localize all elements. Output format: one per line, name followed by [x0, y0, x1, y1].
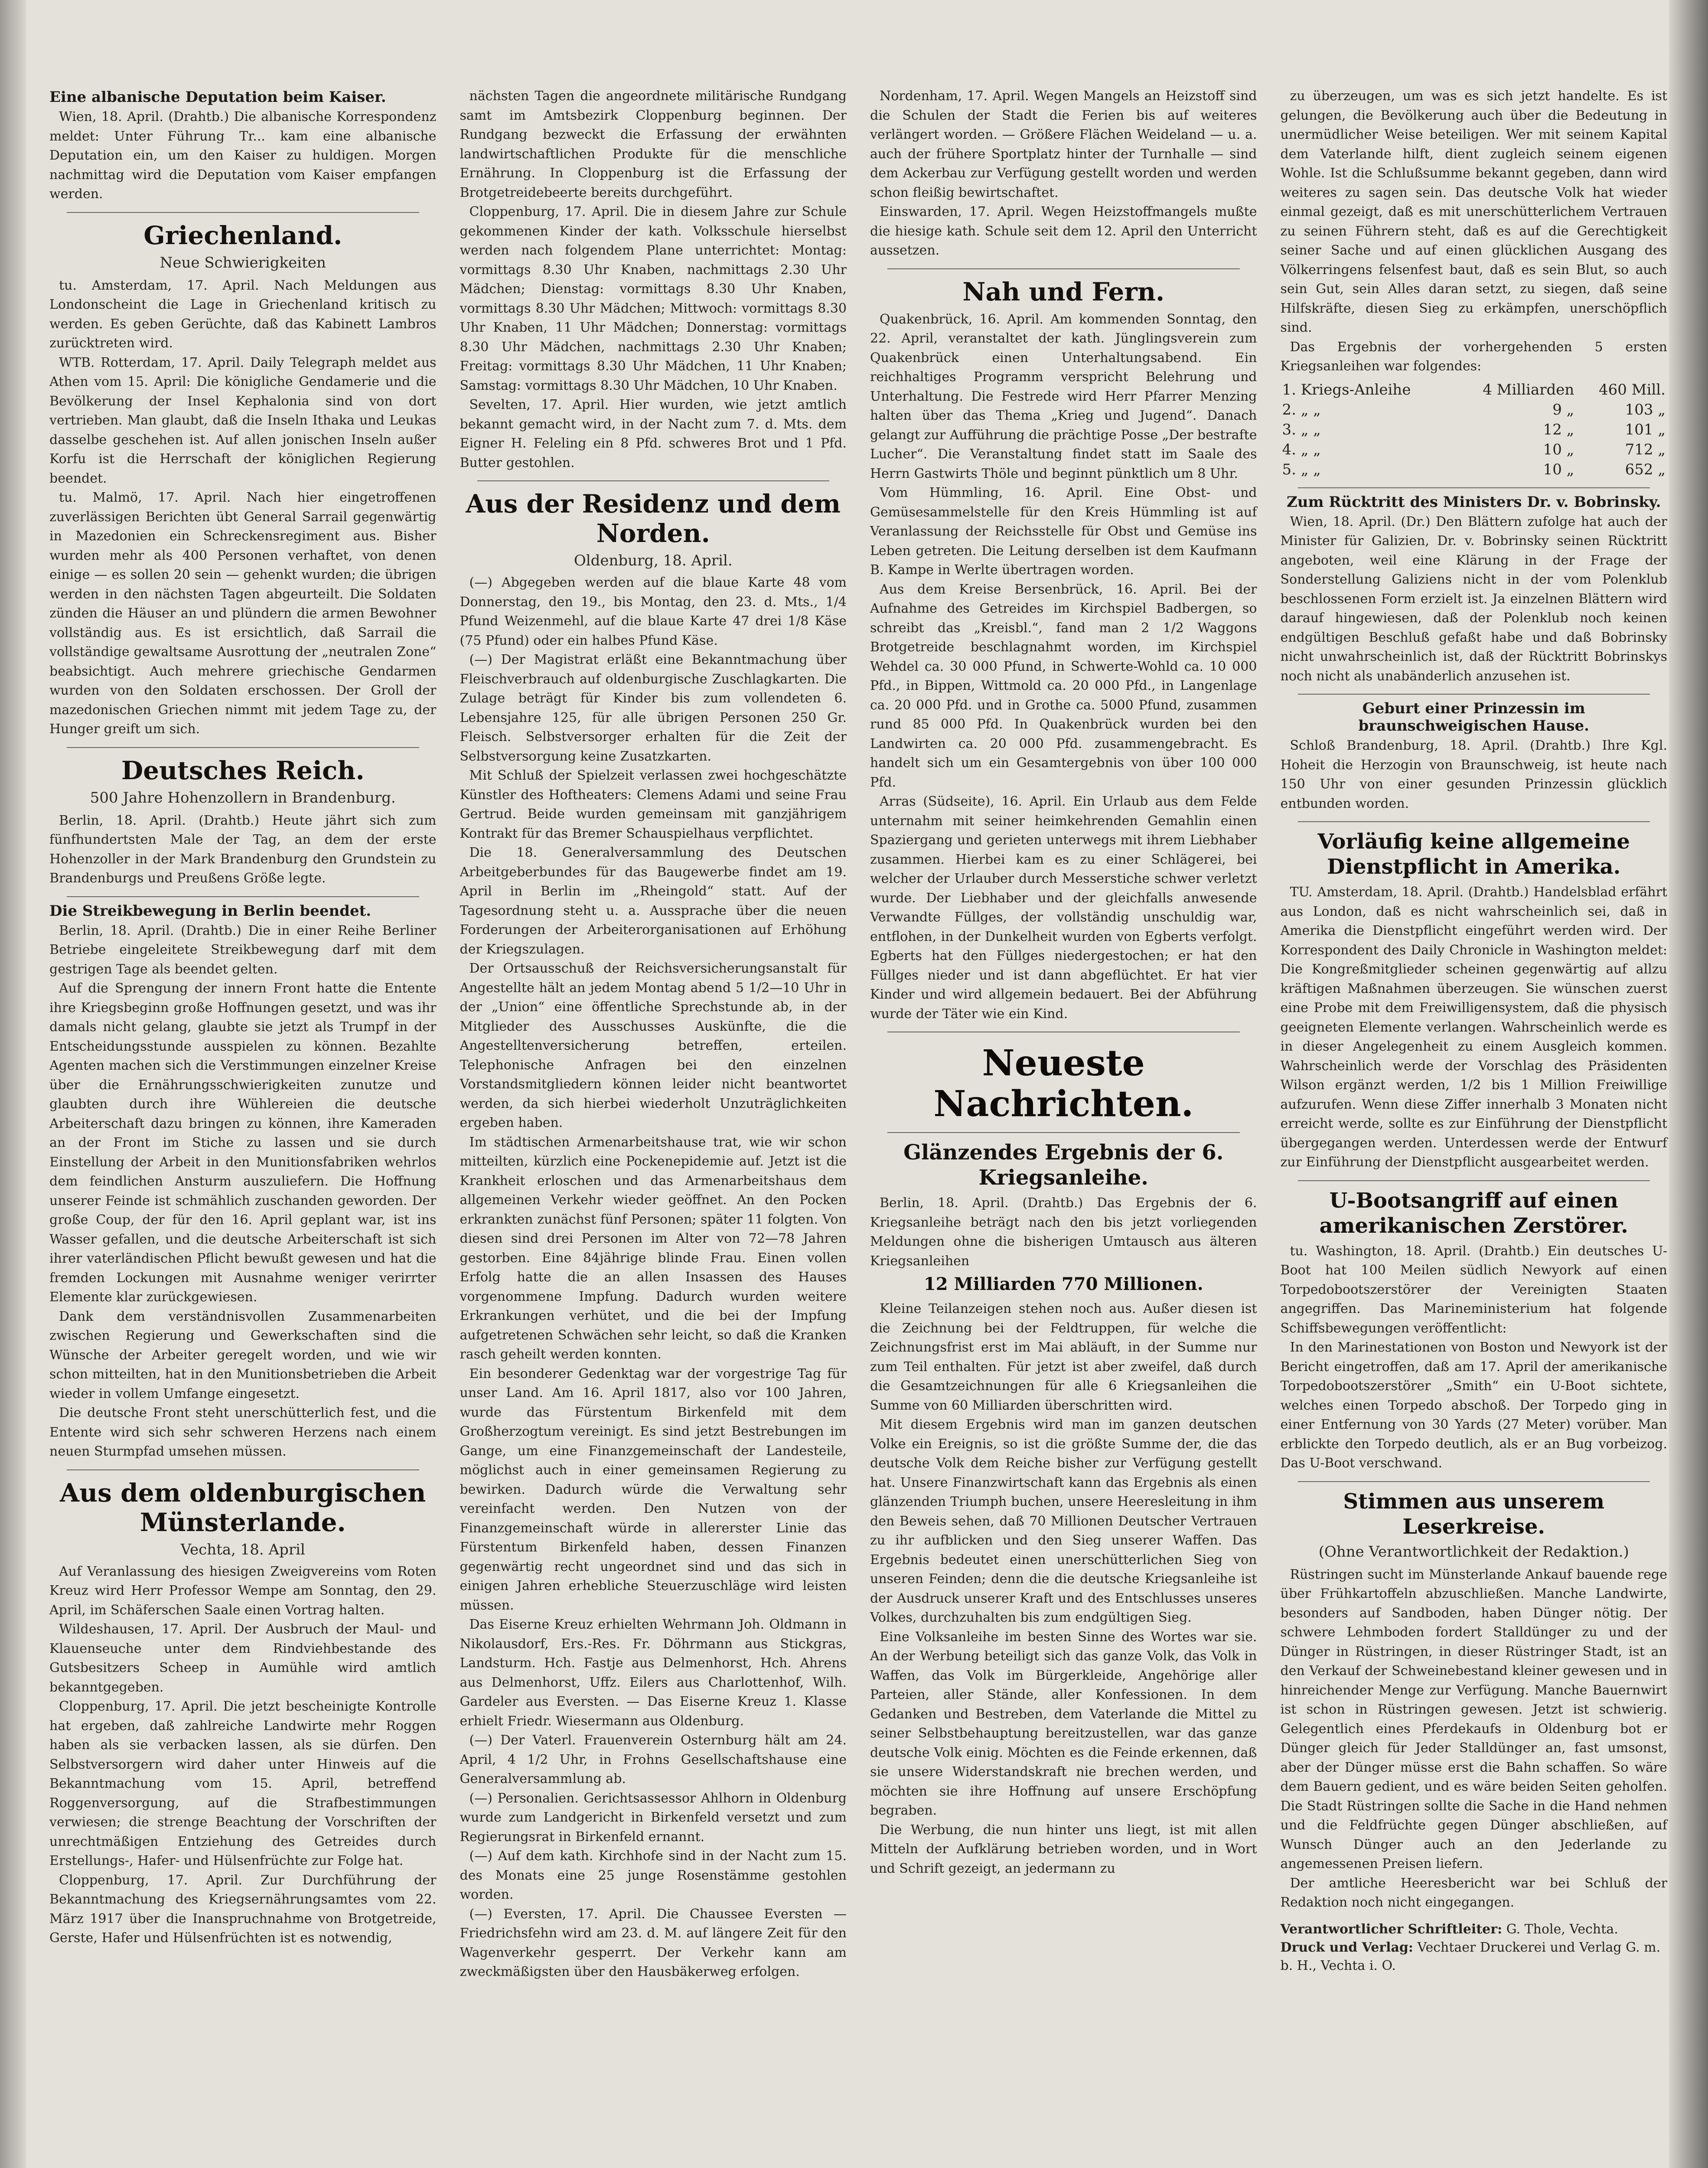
article-paragraph: tu. Amsterdam, 17. April. Nach Meldungen aus Londonscheint die Lage in Griechenland kritisch zu werden. Es geben Gerüchte, daß das Kabinett Lambros zurücktreten wird.	[49, 278, 437, 351]
article-paragraph: Kleine Teilanzeigen stehen noch aus. Außer diesen ist die Zeichnung bei der Feldtruppen, für welche die Zeichnungsfrist erst im Mai abläuft, in der Summe nur zum Teil enthalten. Für jetzt ist aber zweifel, daß durch die Gesamtzeichnungen für alle 6 Kriegsanleihen die Summe von 60 Milliarden überschritten wird.	[870, 1301, 1257, 1413]
article-divider	[1298, 694, 1650, 695]
article	[49, 88, 437, 204]
article-paragraph: TU. Amsterdam, 18. April. (Drahtb.) Handelsblad erfährt aus London, daß es nicht wahrscheinlich sei, daß in Amerika die Dienstpflicht eingeführt werden wird. Der Korrespondent des Daily Chronicle in Washington meldet: Die Kongreßmitglieder scheinen gegenwärtig auf allzu kräftigen Maßnahmen überzeugen. Sie wünschen zuerst eine Probe mit dem Freiwilligensystem, daß die physisch geeigneten Elemente verlangen. Wahrscheinlich werde es in dieser Angelegenheit zu einem Ausgleich kommen. Wahrscheinlich werde der Vorschlag des Präsidenten Wilson ergänzt werden, 1/2 bis 1 Million Freiwillige aufzurufen. Wenn diese Ziffer innerhalb 3 Monaten nicht erreicht werde, sollte es zur Einführung der Dienstpflicht übergegangen werden. Unterdessen werde der Entwurf zur Einführung der Dienstpflicht ausgearbeitet werden.	[1280, 885, 1667, 1170]
table-cell-label: 1. Kriegs-Anleihe	[1282, 381, 1411, 398]
article-divider	[67, 747, 419, 748]
article-paragraph: (—) Auf dem kath. Kirchhofe sind in der Nacht zum 15. des Monats eine 25 junge Rosenstämme gestohlen worden.	[460, 1848, 847, 1902]
article-dateline: Vechta, 18. April	[180, 1541, 305, 1558]
article-paragraph: zu überzeugen, um was es sich jetzt handelte. Es ist gelungen, die Bevölkerung auch über die Bedeutung in unermüdlicher Weise beteiligen. Wer mit seinem Kapital dem Vaterlande hilft, dient zugleich seinem eigenen Wohle. Ist die Schlußsumme bekannt gegeben, dann wird weiteres zu sagen sein. Das deutsche Volk hat wieder einmal gezeigt, daß es mit unerschütterlichem Vertrauen zu seinen Führern steht, daß es auf die Gerechtigkeit seiner Sache und auf einen glücklichen Ausgang des Völkerringens felsenfest baut, daß es sein Blut, so auch sein Gut, sein Alles daran setzt, zu siegen, daß seine Hilfskräfte, diesen Sieg zu erkämpfen, unerschöpflich sind.	[1280, 88, 1667, 335]
table-row	[1281, 400, 1668, 420]
article-paragraph: tu. Malmö, 17. April. Nach hier eingetroffenen zuverlässigen Berichten übt General Sarrail gegenwärtig in Mazedonien ein Schreckensregiment aus. Bisher wurden mehr als 400 Personen verhaftet, von denen einige — es sollen 20 sein — gehenkt wurden; die übrigen werden in den nächsten Tagen abgeurteilt. Die Soldaten zünden die Häuser an und plündern die armen Bewohner vollständig aus. Es ist ersichtlich, daß Sarrail die vollständige gewaltsame Ausrottung der „neutralen Zone“ beabsichtigt. Auch mehrere griechische Gendarmen wurden von den Soldaten erschossen. Der Groll der mazedonischen Griechen nimmt mit jedem Tage zu, der Hunger greift um sich.	[49, 490, 437, 737]
article-paragraph: Das Ergebnis der vorhergehenden 5 ersten Kriegsanleihen war folgendes:	[1280, 339, 1667, 374]
imprint-printer: Vechtaer Druckerei und Verlag G. m. b. H., Vechta i. O.	[1280, 1939, 1661, 1973]
article-headline: Die Streikbewegung in Berlin beendet.	[49, 902, 372, 920]
table-cell-millions: 652 „	[1625, 460, 1666, 478]
table-cell-label: 4. „ „	[1282, 441, 1321, 458]
table-cell-label: 2. „ „	[1282, 401, 1321, 418]
article-paragraph: Rüstringen sucht im Münsterlande Ankauf bauende rege über Frühkartoffeln abzuschließen. Manche Landwirte, besonders auf Sandboden, haben Dünger nötig. Der schwere Lehmboden fordert Stalldünger zu und der Dünger in Rüstringen, in dieser Rüstringer Stadt, ist an den Verkauf der Schweinebestand kleiner gewesen und in hinreichender Menge zur Verfügung. Manche Bauernwirt ist schon in Rüstringen gewesen. Jetzt ist schwierig. Gelegentlich eines Pferdekaufs in Oldenburg bot er Dünger gleich für Jeder Stalldünger an, fast umsonst, aber der Dünger müsse erst die Bahn schaffen. So wäre dem Bauern gedient, und es wäre beiden Seiten geholfen. Die Stadt Rüstringen sollte die Sache in die Hand nehmen und die Feldfrüchte gegen Dünger abschließen, auf Wunsch Dünger auch an den Jederlande zu angemessenen Preisen liefern.	[1280, 1567, 1667, 1871]
imprint	[1281, 1920, 1668, 1975]
article-paragraph: Wien, 18. April. (Dr.) Den Blättern zufolge hat auch der Minister für Galizien, Dr. v. Bobrinsky seinen Rücktritt angeboten, weil eine Klärung in der Frage der Sonderstellung Galiziens nicht in der vom Polenklub beschlossenen Form erzielt ist. Ja einzelnen Blättern wird darauf hingewiesen, daß der Polenklub noch keinen endgültigen Beschluß gefaßt habe und daß Bobrinsky nicht unwahrscheinlich ist, daß der Rücktritt Bobrinskys noch nicht als unabänderlich anzusehen ist.	[1280, 514, 1667, 684]
article-paragraph: Arras (Südseite), 16. April. Ein Urlaub aus dem Felde unternahm mit seiner heimkehrenden Gemahlin einen Spaziergang und gerieten unterwegs mit ihrem Liebhaber zusammen. Hierbei kam es zu einer Schlägerei, bei welcher der Urlauber durch Messerstiche schwer verletzt wurde. Der Liebhaber und der gleichfalls anwesende Verwandte Füllges, der vollständig unschuldig war, entflohen, in der Dunkelheit wurden von Egberts verfolgt. Egberts hat den Füllges niedergestochen; er hat den Füllges nieder und ist dann abgeflüchtet. Er hat vier Kinder und wird allgemein bedauert. Bei der Abführung wurde der Täter wie ein Kind.	[870, 794, 1257, 1022]
article-paragraph: Quakenbrück, 16. April. Am kommenden Sonntag, den 22. April, veranstaltet der kath. Jünglingsverein zum Quakenbrück einen Unterhaltungsabend. Ein reichhaltiges Programm verspricht Belehrung und Unterhaltung. Die Festrede wird Herr Pfarrer Menzing halten über das Thema „Krieg und Jugend“. Danach gelangt zur Aufführung die prächtige Posse „Der bestrafte Lucher“. Die Veranstaltung findet statt im Saale des Herrn Gastwirts Thöle und beginnt pünktlich um 8 Uhr.	[870, 311, 1257, 481]
article	[870, 1043, 1257, 1124]
article-paragraph: (—) Eversten, 17. April. Die Chaussee Eversten — Friedrichsfehn wird am 23. d. M. auf längere Zeit für den Wagenverkehr gesperrt. Der Verkehr kann am zweckmäßigsten über den Hausbäkerweg erfolgen.	[460, 1906, 847, 1979]
article-divider	[67, 1469, 419, 1470]
article-subheadline: 500 Jahre Hohenzollern in Brandenburg.	[90, 789, 396, 806]
table-cell-label: 3. „ „	[1282, 421, 1321, 438]
article-paragraph: Im städtischen Armenarbeitshause trat, wie wir schon mitteilten, kürzlich eine Pockenepidemie auf. Jetzt ist die Krankheit erloschen und das Armenarbeitshaus dem allgemeinen Verkehr wieder geöffnet. An den Pocken erkrankten zunächst fünf Personen; später 11 folgten. Von diesen sind drei Personen im Alter von 72—78 Jahren gestorben. Eine 84jährige blinde Frau. Einen vollen Erfolg hatte die an allen Insassen des Hauses vorgenommene Impfung. Dadurch wurden weitere Erkrankungen verhütet, und die bei der Impfung aufgetretenen Schwächen sehr leicht, so daß die Kranken rasch geheilt werden konnten.	[460, 1134, 847, 1362]
article-paragraph: Berlin, 18. April. (Drahtb.) Das Ergebnis der 6. Kriegsanleihe beträgt nach den bis jetzt vorliegenden Meldungen ohne die bisherigen Umtausch aus älteren Kriegsanleihen	[870, 1195, 1257, 1269]
table-cell-millions: 712 „	[1625, 441, 1666, 458]
article-paragraph: Schloß Brandenburg, 18. April. (Drahtb.) Ihre Kgl. Hoheit die Herzogin von Braunschweig, ist heute nach 150 Uhr von einer gesunden Prinzessin glücklich entbunden worden.	[1280, 738, 1667, 811]
article-headline: Neueste Nachrichten.	[933, 1042, 1194, 1125]
table-cell-label: 5. „ „	[1282, 460, 1321, 478]
article-paragraph: Der amtliche Heeresbericht war bei Schluß der Redaktion noch nicht eingegangen.	[1280, 1875, 1667, 1910]
article	[870, 87, 1257, 261]
article-paragraph: Vom Hümmling, 16. April. Eine Obst- und Gemüsesammelstelle für den Kreis Hümmling ist auf Veranlassung der Reichsstelle für Obst und Gemüse ins Leben getreten. Die Leitung derselben ist dem Kaufmann B. Kampe in Werlte übertragen worden.	[870, 485, 1257, 578]
column-4	[1279, 87, 1669, 2168]
table-cell-billions: 10 „	[1543, 460, 1574, 478]
table-row	[1281, 440, 1668, 460]
article-paragraph: Wildeshausen, 17. April. Der Ausbruch der Maul- und Klauenseuche unter dem Rindviehbestande des Gutsbesitzers Scheep in Aumühle wird amtlich bekanntgegeben.	[49, 1622, 437, 1695]
article-paragraph: Einswarden, 17. April. Wegen Heizstoffmangels mußte die hiesige kath. Schule seit dem 12. April den Unterricht aussetzen.	[870, 204, 1257, 258]
article	[1281, 87, 1668, 480]
table-row	[1281, 420, 1668, 440]
article-paragraph: Mit Schluß der Spielzeit verlassen zwei hochgeschätzte Künstler des Hoftheaters: Clemens Adami und seine Frau Gertrud. Beide wurden gemeinsam mit ganzjährigem Kontrakt für das Bremer Schauspielhaus verpflichtet.	[460, 768, 847, 841]
article-paragraph: tu. Washington, 18. April. (Drahtb.) Ein deutsches U-Boot hat 100 Meilen südlich Newyork auf einen Torpedobootszerstörer der Vereinigten Staaten angegriffen. Das Marineministerium hat folgende Schiffsbewegungen veröffentlicht:	[1280, 1243, 1667, 1336]
article-headline: Zum Rücktritt des Ministers Dr. v. Bobrinsky.	[1287, 493, 1661, 511]
table-cell-millions: 101 „	[1625, 421, 1666, 438]
article-divider	[67, 896, 419, 897]
article	[49, 902, 437, 1462]
article-divider	[887, 268, 1240, 269]
article-headline: Eine albanische Deputation beim Kaiser.	[49, 88, 386, 106]
article-headline: Deutsches Reich.	[121, 755, 365, 785]
article-paragraph: Cloppenburg, 17. April. Die in diesem Jahre zur Schule gekommenen Kinder der kath. Volksschule hierselbst werden nach folgendem Plane unterrichtet: Montag: vormittags 8.30 Uhr Knaben, nachmittags 2.30 Uhr Mädchen; Dienstag: vormittags 8.30 Uhr Knaben, vormittags 8.30 Uhr Mädchen; Mittwoch: vormittags 8.30 Uhr Knaben, 11 Uhr Mädchen; Donnerstag: vormittags 8.30 Uhr Mädchen, nachmittags 2.30 Uhr Knaben; Freitag: vormittags 8.30 Uhr Mädchen, 11 Uhr Knaben; Samstag: vormittags 8.30 Uhr Mädchen, 10 Uhr Knaben.	[460, 204, 847, 393]
article-paragraph: Cloppenburg, 17. April. Zur Durchführung der Bekanntmachung des Kriegsernährungsamtes vom 22. März 1917 über die Inanspruchnahme von Brotgetreide, Gerste, Hafer und Hülsenfrüchten ist es notwendig,	[49, 1872, 437, 1946]
article	[1281, 493, 1668, 686]
article-paragraph: WTB. Rotterdam, 17. April. Daily Telegraph meldet aus Athen vom 15. April: Die königliche Gendamerie und die Bevölkerung der Insel Kephalonia sind von dort vertrieben. Man glaubt, daß die Inseln Ithaka und Leukas dasselbe geschehen ist. Auf allen jonischen Inseln außer Korfu ist die Herrschaft der königlichen Regierung beendet.	[49, 355, 437, 486]
article-headline: Geburt einer Prinzessin im braunschweigischen Hause.	[1358, 700, 1589, 735]
article-paragraph: (—) Der Vaterl. Frauenverein Osternburg hält am 24. April, 4 1/2 Uhr, in Frohns Gesellschaftshause eine Generalversammlung ab.	[460, 1733, 847, 1786]
war-loan-results-table	[1281, 380, 1668, 480]
article-paragraph: Sevelten, 17. April. Hier wurden, wie jetzt amtlich bekannt gemacht wird, in der Nacht zum 7. d. Mts. dem Eigner H. Feleling ein 8 Pfd. schweres Brot und 1 Pfd. Butter gestohlen.	[460, 397, 847, 470]
article-paragraph: Berlin, 18. April. (Drahtb.) Heute jährt sich zum fünfhundertsten Male der Tag, an dem der erste Hohenzoller in der Mark Brandenburg den Grundstein zu Brandenburgs und Preußens Größe legte.	[49, 813, 437, 886]
article-subheadline: Neue Schwierigkeiten	[160, 254, 326, 271]
table-row	[1281, 380, 1668, 400]
imprint-printer-label: Druck und Verlag:	[1280, 1939, 1413, 1955]
column-1	[48, 87, 438, 2168]
article	[49, 221, 437, 739]
article-headline: Aus dem oldenburgischen Münsterlande.	[60, 1478, 426, 1537]
article-paragraph: Ein besonderer Gedenktag war der vorgestrige Tag für unser Land. Am 16. April 1817, also vor 100 Jahren, wurde das Fürstentum Birkenfeld mit dem Großherzogtum vereinigt. Es sind jetzt Bestrebungen im Gange, um eine Finanzgemeinschaft der Landesteile, möglichst auch in einer gemeinsamen Regierung zu bewirken. Dadurch würde die Verwaltung sehr vereinfacht werden. Den Nutzen von der Finanzgemeinschaft würde in allererster Linie das Fürstentum Birkenfeld haben, dessen Finanzen gegenwärtig recht ungeordnet sind und das sich in einigen Jahren erhebliche Steuerzuschläge wird leisten müssen.	[460, 1366, 847, 1613]
article	[1281, 700, 1668, 813]
article	[870, 277, 1257, 1024]
table-cell-billions: 4 Milliarden	[1483, 381, 1574, 398]
article-paragraph: nächsten Tagen die angeordnete militärische Rundgang samt im Amtsbezirk Cloppenburg beginnen. Der Rundgang bezweckt die Erfassung der erwähnten landwirtschaftlichen Produkte für die menschliche Ernährung. In Cloppenburg ist die Erfassung der Brotgetreidebeerte bereits durchgeführt.	[460, 88, 847, 200]
article-paragraph: Die Werbung, die nun hinter uns liegt, ist mit allen Mitteln der Aufklärung betrieben worden, und in Wort und Schrift gezeigt, an jedermann zu	[870, 1822, 1257, 1876]
article-paragraph: Nordenham, 17. April. Wegen Mangels an Heizstoff sind die Schulen der Stadt die Ferien bis auf weiteres verlängert worden. — Größere Flächen Weideland — u. a. auch der frühere Sportplatz hinter der Turnhalle — sind dem Ackerbau zur Verfügung gestellt worden und werden schon fleißig bewirtschaftet.	[870, 88, 1257, 200]
article-paragraph: Die 18. Generalversammlung des Deutschen Arbeitgeberbundes für das Baugewerbe findet am 19. April in Berlin im „Rheingold“ statt. Auf der Tagesordnung steht u. a. Aussprache über die neuen Forderungen der Arbeiterorganisationen auf Erhöhung der Kriegszulagen.	[460, 845, 847, 957]
table-cell-millions: 103 „	[1625, 401, 1666, 418]
article-divider	[67, 212, 419, 213]
article	[1281, 1188, 1668, 1473]
article-paragraph: Mit diesem Ergebnis wird man im ganzen deutschen Volke ein Ereignis, so ist die größte Summe der, die das deutsche Volk dem Reiche bisher zur Verfügung gestellt hat. Unsere Finanzwirtschaft kann das Ergebnis als einen glänzenden Triumph buchen, unsere Heeresleitung in ihm den Beweis sehen, daß 70 Millionen Deutscher Vertrauen zu ihr aufblicken und den Sieg unserer Waffen. Das Ergebnis bedeutet einen unerschütterlichen Sieg von unseren Feinden; denn die die deutsche Kriegsanleihe ist der Ausdruck unserer Kraft und des Entschlusses unseres Volkes, durchzuhalten bis zum endgültigen Sieg.	[870, 1417, 1257, 1625]
article-paragraph: In den Marinestationen von Boston und Newyork ist der Bericht eingetroffen, daß am 17. April der amerikanische Torpedobootszerstörer „Smith“ ein U-Boot sichtete, welches einen Torpedo abschoß. Der Torpedo ging in einer Entfernung von 30 Yards (27 Meter) vorüber. Man erblickte den Torpedo deutlich, als er an Bug vorbeizog. Das U-Boot verschwand.	[1280, 1340, 1667, 1471]
article-paragraph: Eine Volksanleihe im besten Sinne des Wortes war sie. An der Werbung beteiligt sich das ganze Volk, das Volk in Waffen, das Volk im Bürgerkleide, Angehörige aller Parteien, aller Stände, aller Konfessionen. In dem Gedanken und Bestreben, dem Vaterlande die Mittel zu seiner Selbstbehauptung bereitzustellen, war das ganze deutsche Volk einig. Möchten es die Feinde erkennen, daß sie unsere Widerstandskraft nie brechen werden, und möchten sie ihre Hoffnung auf unsere Erschöpfung begraben.	[870, 1629, 1257, 1818]
column-3	[868, 87, 1259, 2168]
article-divider	[477, 480, 830, 481]
article	[49, 1478, 437, 1948]
article-headline: Vorläufig keine allgemeine Dienstpflicht in Amerika.	[1317, 829, 1630, 879]
article-paragraph: Cloppenburg, 17. April. Die jetzt bescheinigte Kontrolle hat ergeben, daß zahlreiche Landwirte mehr Roggen haben als sie verbacken lassen, als sie dürfen. Den Selbstversorgern wird daher unter Hinweis auf die Bekanntmachung vom 15. April, betreffend Roggenversorgung, auf die Strafbestimmungen verwiesen; die strenge Beachtung der Vorschriften der unrechtmäßigen Entziehung des Getreides durch Erstellungs-, Hafer- und Hülsenfrüchte zur Folge hat.	[49, 1699, 437, 1868]
article-paragraph: Die deutsche Front steht unerschütterlich fest, und die Entente wird sich sehr schweren Herzens nach einem neuen Sturmpfad umsehen müssen.	[49, 1405, 437, 1459]
article-paragraph: Auf Veranlassung des hiesigen Zweigvereins vom Roten Kreuz wird Herr Professor Wempe am Sonntag, den 29. April, im Schäferschen Saale einen Vortrag halten.	[49, 1564, 437, 1618]
article-paragraph: (—) Abgegeben werden auf die blaue Karte 48 vom Donnerstag, den 19., bis Montag, den 23. d. Mts., 1/4 Pfund Weizenmehl, auf die blaue Karte 47 drei 1/8 Käse (75 Pfund) oder ein halbes Pfund Käse.	[460, 575, 847, 648]
column-2	[458, 87, 849, 2168]
article-headline: U-Bootsangriff auf einen amerikanischen Zerstörer.	[1319, 1188, 1628, 1238]
imprint-editor: G. Thole, Vechta.	[1506, 1921, 1618, 1937]
article-paragraph: Berlin, 18. April. (Drahtb.) Die in einer Reihe Berliner Betriebe eingeleitete Streikbewegung darf mit dem gestrigen Tage als beendet gelten.	[49, 923, 437, 977]
article-headline: Glänzendes Ergebnis der 6. Kriegsanleihe.	[903, 1140, 1224, 1190]
article-divider	[1298, 487, 1650, 488]
article-paragraph: Das Eiserne Kreuz erhielten Wehrmann Joh. Oldmann in Nikolausdorf, Ers.-Res. Fr. Döhrmann aus Stickgras, Landsturm. Hch. Fastje aus Delmenhorst, Hch. Ahrens aus Delmenhorst, Uffz. Eilers aus Charlottenhof, Wilh. Gardeler aus Eversten. — Das Eiserne Kreuz 1. Klasse erhielt Friedr. Wiesermann aus Oldenburg.	[460, 1617, 847, 1729]
article-paragraph: Aus dem Kreise Bersenbrück, 16. April. Bei der Aufnahme des Getreides im Kirchspiel Badbergen, so schreibt das „Kreisbl.“, fand man 2 1/2 Waggons Brotgetreide beschlagnahmt worden, im Kirchspiel Wehdel ca. 30 000 Pfund, in Schwerte-Wohld ca. 10 000 Pfd., in Bippen, Wittmold ca. 20 000 Pfd., in Langenlage ca. 20 000 Pfd. und in Grothe ca. 5000 Pfund, zusammen rund 85 000 Pfd. In Quakenbrück wurden bei den Landwirten ca. 20 000 Pfd. zusammengebracht. Es handelt sich um ein Gesamtergebnis von über 100 000 Pfd.	[870, 581, 1257, 790]
article	[1281, 829, 1668, 1172]
article-paragraph: Auf die Sprengung der innern Front hatte die Entente ihre Kriegsbeginn große Hoffnungen gesetzt, und was ihr damals nicht gelang, glaubte sie jetzt als Trumpf in der Entscheidungsstunde ausspielen zu können. Bezahlte Agenten machen sich die Verstimmungen einzelner Kreise über die Ernährungsschwierigkeiten zunutze und glaubten durch ihre Wühlereien die deutsche Arbeiterschaft dazu bringen zu können, ihre Kameraden an der Front im Stiche zu lassen und sie durch Einstellung der Arbeit in den Munitionsfabriken wehrlos dem feindlichen Ansturm auszuliefern. Die Hoffnung unserer Feinde ist schmählich zuschanden geworden. Der große Coup, der für den 16. April geplant war, ist ins Wasser gefallen, und die deutsche Arbeiterschaft ist sich ihrer vaterländischen Pflicht bewußt gewesen und hat die fremden Lockungen mit Ausnahme weniger verirrter Elemente klar zurückgewiesen.	[49, 981, 437, 1305]
table-cell-billions: 12 „	[1543, 421, 1574, 438]
loan-result-amount: 12 Milliarden 770 Millionen.	[923, 1274, 1203, 1294]
article	[870, 1140, 1257, 1878]
article	[460, 489, 847, 1982]
article	[460, 87, 847, 473]
article-headline: Stimmen aus unserem Leserkreise.	[1343, 1489, 1604, 1539]
article-paragraph: Der Ortsausschuß der Reichsversicherungsanstalt für Angestellte hält an jedem Montag abend 5 1/2—10 Uhr in der „Union“ eine öffentliche Sprechstunde ab, in der Mitglieder des Ausschusses Auskünfte, die die Angestelltenversicherung betreffen, erteilen. Telephonische Anfragen bei den einzelnen Vorstandsmitgliedern können leider nicht beantwortet werden, da sich hierbei wiederholt Unzuträglichkeiten ergeben haben.	[460, 961, 847, 1130]
columns-container	[48, 87, 1669, 2168]
article-headline: Nah und Fern.	[962, 277, 1165, 307]
article-divider	[1298, 821, 1650, 822]
article	[49, 756, 437, 888]
article-paragraph: Dank dem verständnisvollen Zusammenarbeiten zwischen Regierung und Gewerkschaften sind die Wünsche der Arbeiter geregelt worden, und wie wir schon mitteilten, hat in den Munitionsbetrieben die Arbeit wieder in vollem Umfange eingesetzt.	[49, 1309, 437, 1401]
table-cell-billions: 10 „	[1543, 441, 1574, 458]
article-divider	[1298, 1481, 1650, 1482]
article-divider	[887, 1132, 1240, 1133]
article-subheadline: (Ohne Verantwortlichkeit der Redaktion.)	[1318, 1543, 1629, 1561]
article-dateline: Oldenburg, 18. April.	[574, 552, 733, 569]
table-cell-millions: 460 Mill.	[1599, 381, 1666, 398]
table-row	[1281, 460, 1668, 480]
article-headline: Aus der Residenz und dem Norden.	[466, 489, 841, 548]
table-cell-billions: 9 „	[1552, 401, 1574, 418]
article-paragraph: (—) Der Magistrat erläßt eine Bekanntmachung über Fleischverbrauch auf oldenburgische Zuschlagkarten. Die Zulage beträgt für Kinder bis zum vollendeten 6. Lebensjahre 125, für alle übrigen Personen 250 Gr. Fleisch. Selbstversorger erhalten für die Zeit der Selbstversorgung keine Zusatzkarten.	[460, 652, 847, 764]
article-paragraph: (—) Personalien. Gerichtsassessor Ahlhorn in Oldenburg wurde zum Landgericht in Birkenfeld versetzt und zum Regierungsrat in Birkenfeld ernannt.	[460, 1790, 847, 1845]
article-divider	[1298, 1180, 1650, 1181]
article	[1281, 1489, 1668, 1913]
imprint-editor-label: Verantwortlicher Schriftleiter:	[1280, 1921, 1503, 1937]
article-paragraph: Wien, 18. April. (Drahtb.) Die albanische Korrespondenz meldet: Unter Führung Tr... kam eine albanische Deputation ein, um den Kaiser zu huldigen. Morgen nachmittag wird die Deputation vom Kaiser empfangen werden.	[49, 109, 437, 202]
article-headline: Griechenland.	[143, 220, 342, 250]
